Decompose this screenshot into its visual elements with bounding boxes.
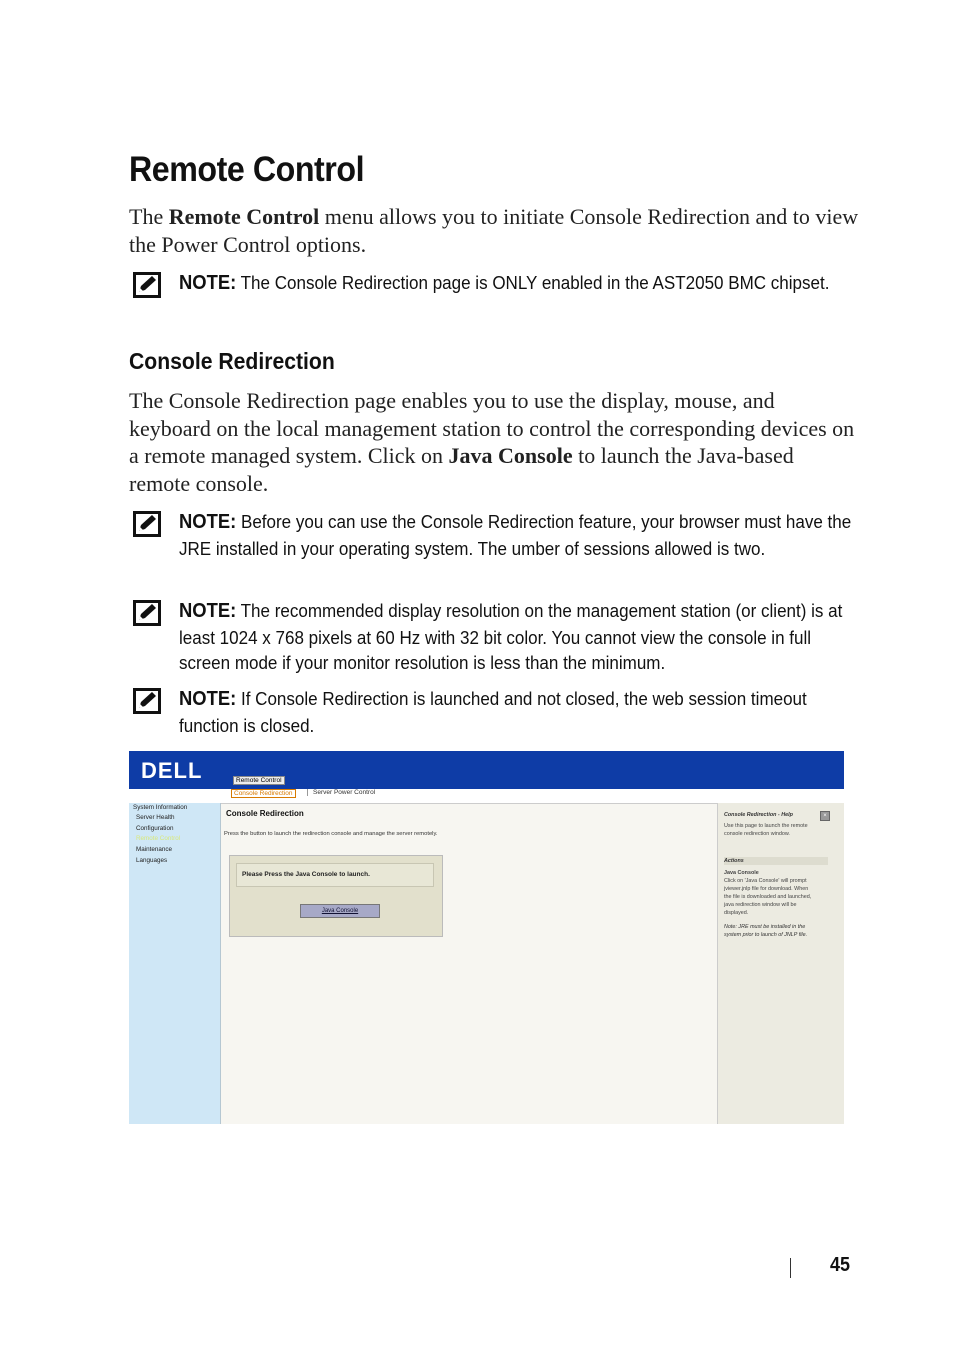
footer-divider	[790, 1258, 791, 1278]
intro-paragraph: The Remote Control menu allows you to initiate Console Redirection and to view the Power Control options.	[129, 204, 859, 257]
sidebar-item-configuration[interactable]: Configuration	[136, 825, 174, 832]
dell-logo: DELL	[141, 758, 203, 783]
help-panel	[717, 803, 844, 1124]
main-title: Console Redirection	[226, 809, 304, 818]
section-paragraph: The Console Redirection page enables you to use the display, mouse, and keyboard on the local management station to control the corresponding devices on a remote managed system. Click on Java Console to launch the Java-based remote console.	[129, 388, 855, 496]
note-pencil-icon	[133, 688, 161, 714]
tab-console-redirection[interactable]: Console Redirection	[231, 789, 296, 798]
launch-message: Please Press the Java Console to launch.	[242, 871, 370, 878]
help-desc-line: console redirection window.	[724, 831, 790, 837]
help-java-line: java redirection window will be	[724, 902, 797, 908]
help-close-icon[interactable]: ×	[820, 811, 830, 821]
help-java-line: the file is downloaded and launched,	[724, 894, 812, 900]
help-java-line: jviewer.jnlp file for download. When	[724, 886, 809, 892]
section-heading: Console Redirection	[129, 348, 335, 374]
sidebar-item-server-health[interactable]: Server Health	[136, 814, 175, 821]
console-redirection-screenshot	[129, 751, 844, 1124]
help-title: Console Redirection - Help	[724, 812, 793, 818]
note-pencil-icon	[133, 600, 161, 626]
main-description: Press the button to launch the redirection console and manage the server remotely.	[224, 831, 438, 837]
help-note-line: system prior to launch of JNLP file.	[724, 932, 808, 938]
sidebar-item-remote-control[interactable]: Remote Control	[136, 835, 181, 842]
help-java-line: displayed.	[724, 910, 749, 916]
menu-remote-control[interactable]: Remote Control	[233, 776, 285, 785]
sidebar-item-maintenance[interactable]: Maintenance	[136, 846, 173, 853]
help-actions-heading: Actions	[724, 858, 744, 864]
java-console-button[interactable]: Java Console	[300, 904, 380, 918]
page-number: 45	[830, 1254, 851, 1276]
page-title: Remote Control	[129, 150, 365, 189]
sidebar-item-system-information[interactable]: System Information	[133, 804, 188, 811]
help-note-line: Note: JRE must be installed in the	[724, 924, 806, 930]
note-pencil-icon	[133, 511, 161, 537]
tab-server-power-control[interactable]: Server Power Control	[307, 789, 375, 796]
help-java-console-heading: Java Console	[724, 870, 759, 876]
launch-panel	[229, 855, 443, 937]
sidebar-item-languages[interactable]: Languages	[136, 857, 168, 864]
help-java-line: Click on 'Java Console' will prompt	[724, 878, 807, 884]
help-desc-line: Use this page to launch the remote	[724, 823, 808, 829]
note-pencil-icon	[133, 272, 161, 298]
